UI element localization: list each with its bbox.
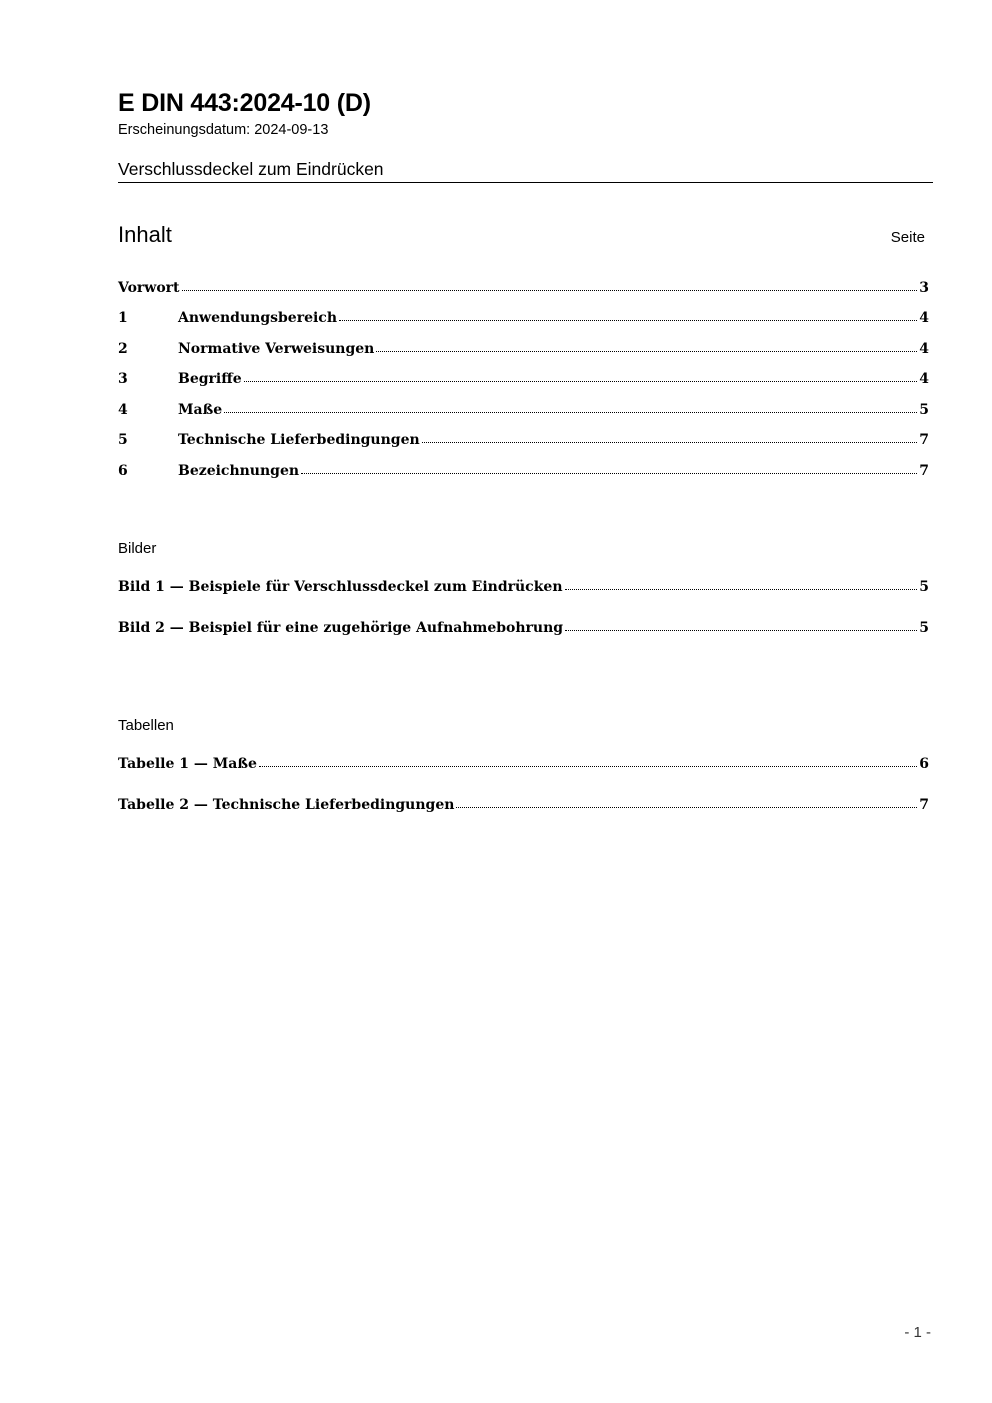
toc-entry-page: 3 <box>919 280 929 296</box>
dot-leader <box>565 589 918 590</box>
toc-entry-page: 7 <box>919 432 929 448</box>
figure-entry-page: 5 <box>919 620 929 636</box>
toc-entry-page: 4 <box>919 341 929 357</box>
toc-heading: Inhalt <box>118 222 172 247</box>
figure-entry-label: Bild 2 — Beispiel für eine zugehörige Aufnahmebohrung <box>118 620 564 636</box>
toc-entry-number: 2 <box>118 341 128 357</box>
dot-leader <box>565 630 917 631</box>
figure-entry-bild-2[interactable] <box>118 620 929 640</box>
figure-entry-label: Bild 1 — Beispiele für Verschlussdeckel zum Eindrücken <box>118 579 563 595</box>
dot-leader <box>376 351 917 352</box>
toc-entry-label: Normative Verweisungen <box>178 341 375 357</box>
toc-entry-label: Vorwort <box>118 280 180 296</box>
dot-leader <box>456 807 917 808</box>
table-entry-tabelle-2[interactable] <box>118 797 929 817</box>
dot-leader <box>182 290 918 291</box>
toc-entry-vorwort[interactable] <box>118 280 929 300</box>
dot-leader <box>259 766 917 767</box>
toc-entry-technische-lieferbedingungen[interactable] <box>118 432 929 452</box>
toc-entry-anwendungsbereich[interactable] <box>118 310 929 330</box>
toc-entry-number: 5 <box>118 432 128 448</box>
figure-entry-bild-1[interactable] <box>118 579 929 599</box>
figures-heading: Bilder <box>118 540 157 557</box>
toc-entry-number: 3 <box>118 371 128 387</box>
dot-leader <box>301 473 917 474</box>
page-number: - 1 - <box>904 1324 931 1341</box>
toc-entry-label: Maße <box>178 402 223 418</box>
toc-entry-label: Begriffe <box>178 371 242 387</box>
table-entry-label: Tabelle 1 — Maße <box>118 756 257 772</box>
dot-leader <box>422 442 918 443</box>
toc-entry-number: 4 <box>118 402 128 418</box>
title-rule <box>118 182 933 183</box>
toc-entry-masse[interactable] <box>118 402 929 422</box>
toc-entry-page: 4 <box>919 371 929 387</box>
dot-leader <box>224 412 917 413</box>
table-entry-tabelle-1[interactable] <box>118 756 929 776</box>
toc-page-column-label: Seite <box>890 229 925 246</box>
toc-entry-label: Anwendungsbereich <box>178 310 337 326</box>
toc-entry-number: 1 <box>118 310 128 326</box>
table-entry-page: 7 <box>919 797 929 813</box>
toc-entry-number: 6 <box>118 463 128 479</box>
document-title: Verschlussdeckel zum Eindrücken <box>118 159 384 179</box>
figure-entry-page: 5 <box>919 579 929 595</box>
document-id: E DIN 443:2024-10 (D) <box>118 89 371 117</box>
publication-date: Erscheinungsdatum: 2024-09-13 <box>118 122 329 138</box>
table-entry-page: 6 <box>919 756 929 772</box>
document-page <box>118 0 933 1403</box>
toc-entry-page: 5 <box>919 402 929 418</box>
toc-entry-label: Technische Lieferbedingungen <box>178 432 420 448</box>
tables-heading: Tabellen <box>118 717 174 734</box>
toc-entry-page: 4 <box>919 310 929 326</box>
toc-entry-normative-verweisungen[interactable] <box>118 341 929 361</box>
toc-entry-bezeichnungen[interactable] <box>118 463 929 483</box>
toc-entry-label: Bezeichnungen <box>178 463 300 479</box>
dot-leader <box>244 381 918 382</box>
dot-leader <box>339 320 917 321</box>
toc-entry-page: 7 <box>919 463 929 479</box>
toc-entry-begriffe[interactable] <box>118 371 929 391</box>
table-entry-label: Tabelle 2 — Technische Lieferbedingungen <box>118 797 455 813</box>
